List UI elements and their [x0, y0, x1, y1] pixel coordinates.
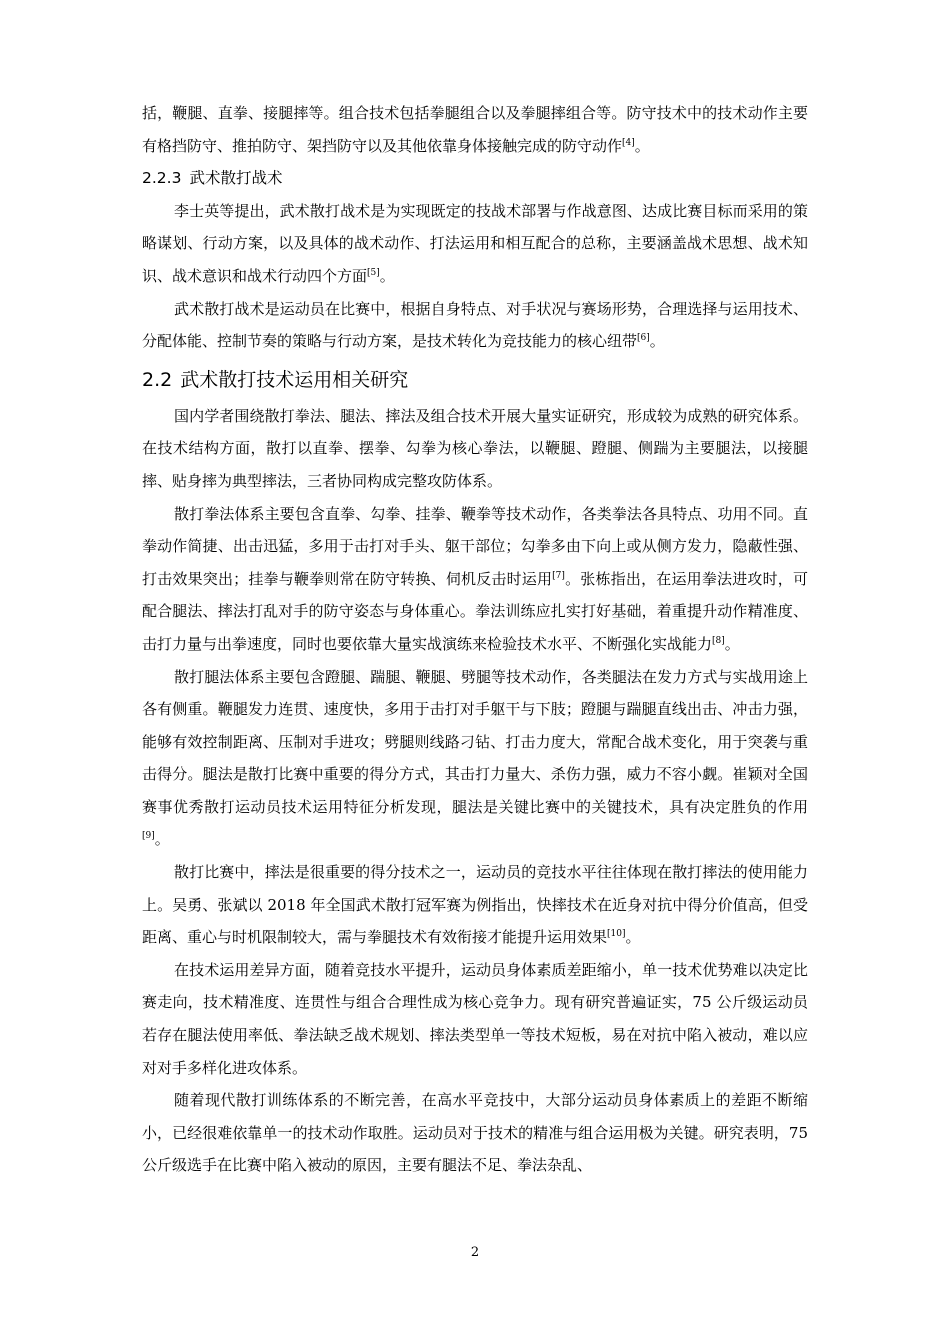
- page-content: [142, 97, 808, 1182]
- page-number: 2: [470, 1245, 480, 1260]
- citation-ref: [7]: [552, 570, 565, 581]
- paragraph: 国内学者围绕散打拳法、腿法、摔法及组合技术开展大量实证研究，形成较为成熟的研究体系。在技术结构方面，散打以直拳、摆拳、勾拳为核心拳法，以鞭腿、蹬腿、侧踹为主要腿法，以接腿摔、贴身摔为典型摔法，三者协同构成完整攻防体系。: [142, 406, 808, 490]
- paragraph-text: 。张栋指出，在运用拳法进攻时，可配合腿法、摔法打乱对手的防守姿态与身体重心。拳法训练应扎实打好基础，着重提升动作精准度、击打力量与出拳速度，同时也要依靠大量实战演练来检验技术水平、不断强化实战能力: [142, 569, 808, 653]
- section-heading-2-2: [142, 362, 808, 398]
- paragraph-end: 。: [154, 830, 170, 849]
- paragraph-text: 散打比赛中，摔法是很重要的得分技术之一，运动员的竞技水平往往体现在散打摔法的使用能力上。吴勇、张斌以 2018 年全国武术散打冠军赛为例指出，快摔技术在近身对抗中得分价值高，但受距离、重心与时机限制较大，需与拳腿技术有效衔接才能提升运用效果: [142, 863, 808, 947]
- section-title: 武术散打技术运用相关研究: [180, 368, 409, 391]
- paragraph: [142, 195, 808, 293]
- citation-ref: [5]: [367, 267, 380, 278]
- paragraph-end: 。: [625, 928, 641, 947]
- paragraph-end: 。: [634, 136, 650, 155]
- section-number: 2.2.3: [142, 169, 182, 188]
- paragraph-text: 李士英等提出，武术散打战术是为实现既定的技战术部署与作战意图、达成比赛目标而采用的策略谋划、行动方案，以及具体的战术动作、打法运用和相互配合的总称，主要涵盖战术思想、战术知识、战术意识和战术行动四个方面: [142, 201, 808, 285]
- citation-ref: [8]: [712, 635, 725, 646]
- paragraph: [142, 856, 808, 954]
- paragraph-text: 散打拳法体系主要包含直拳、勾拳、挂拳、鞭拳等技术动作，各类拳法各具特点、功用不同。直拳动作简捷、出击迅猛，多用于击打对手头、躯干部位；勾拳多由下向上或从侧方发力，隐蔽性强、打击效果突出；挂拳与鞭拳则常在防守转换、伺机反击时运用: [142, 504, 808, 588]
- paragraph-text: 散打腿法体系主要包含蹬腿、踹腿、鞭腿、劈腿等技术动作，各类腿法在发力方式与实战用途上各有侧重。鞭腿发力连贯、速度快，多用于击打对手躯干与下肢；蹬腿与踹腿直线出击、冲击力强，能够有效控制距离、压制对手进攻；劈腿则线路刁钻、打击力度大，常配合战术变化，用于突袭与重击得分。腿法是散打比赛中重要的得分方式，其击打力量大、杀伤力强，威力不容小觑。崔颖对全国赛事优秀散打运动员技术运用特征分析发现，腿法是关键比赛中的关键技术，具有决定胜负的作用: [142, 667, 808, 816]
- paragraph-end: 。: [649, 332, 665, 351]
- citation-ref: [6]: [637, 333, 650, 344]
- section-heading-2-2-3: [142, 162, 808, 195]
- paragraph: 在技术运用差异方面，随着竞技水平提升，运动员身体素质差距缩小，单一技术优势难以决定比赛走向，技术精准度、连贯性与组合合理性成为核心竞争力。现有研究普遍证实，75 公斤级运动员若存在腿法使用率低、拳法缺乏战术规划、摔法类型单一等技术短板，易在对抗中陷入被动，难以应对对手多样化进攻体系。: [142, 960, 808, 1077]
- paragraph: 随着现代散打训练体系的不断完善，在高水平竞技中，大部分运动员身体素质上的差距不断缩小，已经很难依靠单一的技术动作取胜。运动员对于技术的精准与组合运用极为关键。研究表明，75 公斤级选手在比赛中陷入被动的原因，主要有腿法不足、拳法杂乱、: [142, 1091, 808, 1175]
- section-title: 武术散打战术: [189, 169, 283, 188]
- paragraph: [142, 661, 808, 857]
- paragraph: [142, 293, 808, 358]
- citation-ref: [10]: [607, 929, 626, 940]
- paragraph: [142, 498, 808, 661]
- section-number: 2.2: [142, 368, 173, 391]
- paragraph-text: 括，鞭腿、直拳、接腿摔等。组合技术包括拳腿组合以及拳腿摔组合等。防守技术中的技术动作主要有格挡防守、推拍防守、架挡防守以及其他依靠身体接触完成的防守动作: [142, 104, 808, 155]
- paragraph-continued: [142, 97, 808, 162]
- citation-ref: [4]: [622, 137, 635, 148]
- paragraph-end: 。: [379, 266, 395, 285]
- citation-ref: [9]: [142, 831, 155, 842]
- paragraph-end: 。: [724, 634, 740, 653]
- paragraph-text: 武术散打战术是运动员在比赛中，根据自身特点、对手状况与赛场形势，合理选择与运用技术、分配体能、控制节奏的策略与行动方案，是技术转化为竞技能力的核心纽带: [142, 299, 808, 351]
